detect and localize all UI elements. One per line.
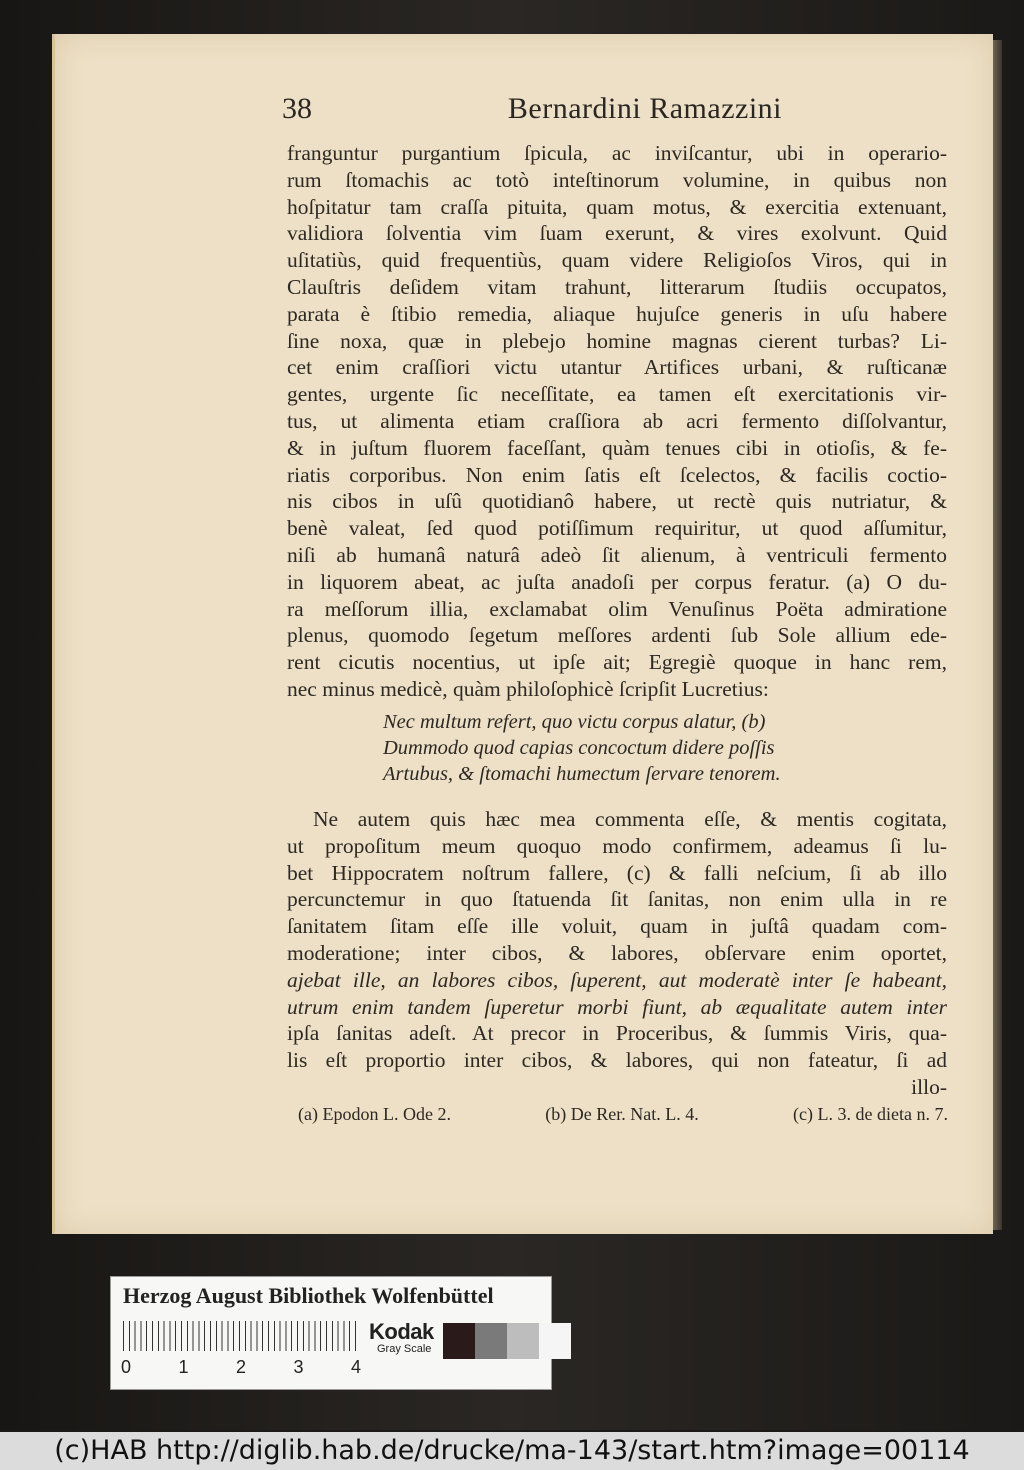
text-line: rum ſtomachis ac totò inteſtinorum volumine, in quibus non	[287, 167, 947, 192]
text-line: franguntur purgantium ſpicula, ac inviſcantur, ubi in operario-	[287, 141, 947, 165]
text-line: benè valeat, ſed quod potiſſimum requiritur, ut quod aſſumitur,	[287, 516, 947, 541]
text-line: hoſpitatur tam craſſa pituita, quam motus, & exercitia extenuant,	[287, 194, 947, 219]
kodak-logo: Kodak	[369, 1319, 434, 1344]
text-line: Ne autem quis hæc mea commenta eſſe, & mentis cogitata,	[313, 807, 947, 831]
page-header	[282, 92, 782, 132]
text-line: riatis corporibus. Non enim ſatis eſt ſcelectos, & facilis coctio-	[287, 462, 947, 487]
page-number: 38	[282, 92, 312, 125]
text-line: ſanitatem ſitam eſſe ille voluit, quam in juſtâ quadam com-	[287, 914, 947, 939]
gray-scale-label: Gray Scale	[377, 1343, 432, 1355]
ruler-number: 3	[293, 1357, 304, 1377]
text-line: ajebat ille, an labores cibos, ſuperent, aut moderatè inter ſe habeant,	[287, 967, 947, 992]
ruler-number: 0	[121, 1357, 132, 1377]
body-text-block-2	[287, 806, 947, 1101]
text-line: cet enim craſſiori victu utantur Artifices urbani, & ruſticanæ	[287, 355, 947, 380]
text-line: tus, ut alimenta etiam craſſiora ab acri fermento diſſolvantur,	[287, 408, 947, 433]
text-line: ra meſſorum illia, exclamabat olim Venuſinus Poëta admiratione	[287, 596, 947, 621]
text-line: ipſa ſanitas adeſt. At precor in Proceribus, & ſummis Viris, qua-	[287, 1021, 947, 1046]
text-line: plenus, quomodo ſegetum meſſores ardenti ſub Sole allium ede-	[287, 623, 947, 648]
text-line: nis cibos in uſû quotidianô habere, ut rectè quis nutriatur, &	[287, 489, 947, 514]
copyright-url: (c)HAB http://diglib.hab.de/drucke/ma-143/start.htm?image=00114	[0, 1432, 1024, 1470]
ruler-number: 2	[235, 1357, 246, 1377]
text-line: moderatione; inter cibos, & labores, obſervare enim oportet,	[287, 940, 947, 965]
text-line: utrum enim tandem ſuperetur morbi fiunt, ab æqualitate autem inter	[287, 994, 947, 1019]
text-line: nec minus medicè, quàm philoſophicè ſcripſit Lucretius:	[287, 676, 769, 701]
body-text-block-1	[287, 140, 947, 703]
ruler-numbers	[121, 1357, 361, 1378]
ruler-number: 1	[178, 1357, 189, 1377]
footnote-a: (a) Epodon L. Ode 2.	[298, 1104, 451, 1124]
verse-line: Nec multum refert, quo victu corpus alatur, (b)	[383, 711, 766, 733]
gray-swatches	[443, 1323, 571, 1359]
gray-swatch	[539, 1323, 571, 1359]
text-line: & in juſtum fluorem faceſſant, quàm tenues cibi in otioſis, & fe-	[287, 435, 947, 460]
footnote-b: (b) De Rer. Nat. L. 4.	[545, 1104, 699, 1124]
text-line: Clauſtris deſidem vitam trahunt, litterarum ſtudiis occupatos,	[287, 274, 947, 299]
text-line: in liquorem abeat, ac juſta anadoſi per corpus feratur. (a) O du-	[287, 569, 947, 594]
text-line: ſine noxa, quæ in plebejo homine magnas cierent turbas? Li-	[287, 328, 947, 353]
gray-swatch	[443, 1323, 475, 1359]
verse-line: Dummodo quod capias concoctum didere poſſis	[383, 737, 775, 759]
text-line: rent cicutis nocentius, ut ipſe ait; Egregiè quoque in hanc rem,	[287, 650, 947, 675]
scan-color-target	[110, 1276, 552, 1390]
text-line: gentes, urgente ſic neceſſitate, ea tamen eſt exercitationis vir-	[287, 382, 947, 407]
text-line: lis eſt proportio inter cibos, & labores, qui non fateatur, ſi ad	[287, 1048, 947, 1073]
ruler-number: 4	[350, 1357, 361, 1377]
ruler-scale	[123, 1321, 358, 1351]
library-name: Herzog August Bibliothek Wolfenbüttel	[123, 1283, 494, 1308]
text-line: percunctemur in quo ſtatuenda ſit ſanitas, non enim ulla in re	[287, 887, 947, 912]
running-title: Bernardini Ramazzini	[507, 92, 782, 125]
text-line: parata è ſtibio remedia, aliaque hujuſce generis in uſu habere	[287, 301, 947, 326]
gray-swatch	[507, 1323, 539, 1359]
footnotes	[298, 1104, 948, 1125]
footnote-c: (c) L. 3. de dieta n. 7.	[793, 1104, 948, 1124]
gray-swatch	[475, 1323, 507, 1359]
text-line: validiora ſolventia vim ſuam exerunt, & vires exolvunt. Quid	[287, 221, 947, 246]
verse-line: Artubus, & ſtomachi humectum ſervare tenorem.	[383, 763, 781, 785]
text-line: uſitatiùs, quid frequentiùs, quam videre Religioſos Viros, qui in	[287, 248, 947, 273]
verse-quotation	[383, 709, 883, 787]
text-line: niſi ab humanâ naturâ adeò ſit alienum, à ventriculi fermento	[287, 542, 947, 567]
text-line: bet Hippocratem noſtrum fallere, (c) & falli neſcium, ſi ab illo	[287, 860, 947, 885]
catchword: illo-	[911, 1074, 947, 1099]
text-line: ut propoſitum meum quoquo modo confirmem, adeamus ſi lu-	[287, 833, 947, 858]
